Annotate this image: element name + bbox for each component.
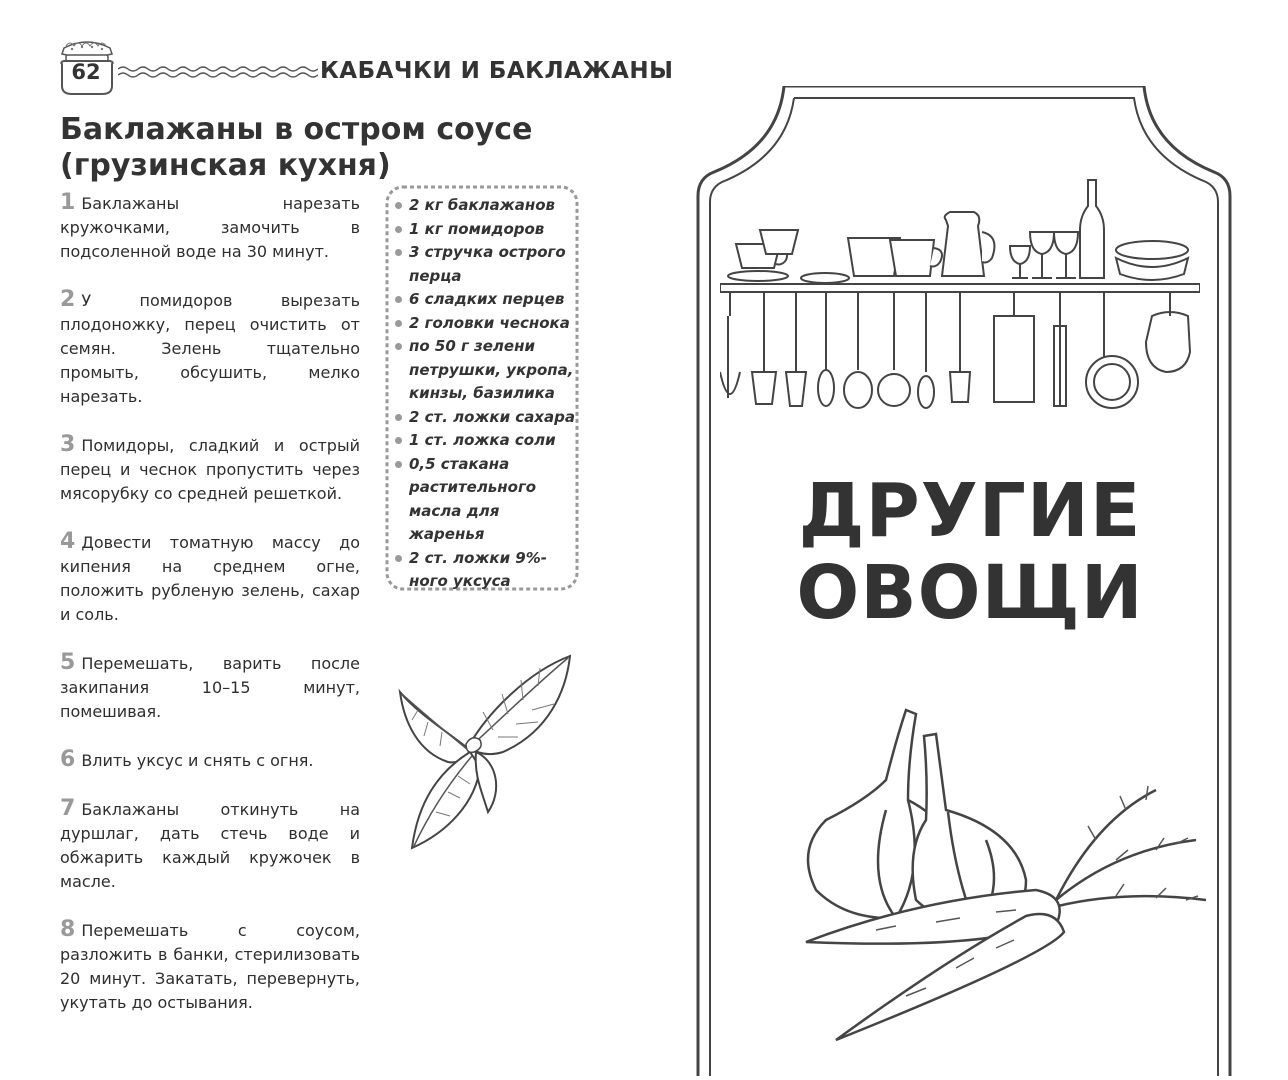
step-number: 7 xyxy=(60,796,76,821)
ingredient-item: 2 кг баклажанов xyxy=(395,194,575,218)
ingredient-item: 2 головки чеснока xyxy=(395,312,575,336)
recipe-step xyxy=(60,797,360,894)
step-text: Баклажаны откинуть на дуршлаг, дать стечь воде и обжарить каждый кружочек в масле. xyxy=(60,800,360,891)
step-number: 5 xyxy=(60,650,76,675)
recipe-step xyxy=(60,651,360,724)
step-text: Довести томатную массу до кипения на среднем огне, положить рубленую зелень, сахар и соль. xyxy=(60,533,360,624)
garlic-carrot-illustration xyxy=(796,700,1216,1060)
recipe-steps xyxy=(60,191,360,1039)
recipe-step xyxy=(60,918,360,1015)
ingredients-list xyxy=(395,194,575,594)
ingredient-item: 1 ст. ложка соли xyxy=(395,429,575,453)
ingredient-item: 1 кг помидоров xyxy=(395,218,575,242)
kitchen-shelf-illustration xyxy=(720,176,1200,416)
step-number: 1 xyxy=(60,190,76,215)
chapter-title-line-2: ОВОЩИ xyxy=(796,550,1144,636)
recipe-step xyxy=(60,191,360,264)
ingredient-item: 6 сладких перцев xyxy=(395,288,575,312)
step-text: Перемешать, варить после закипания 10–15 минут, помешивая. xyxy=(60,654,360,721)
step-text: Помидоры, сладкий и острый перец и чеснок пропустить через мясорубку со средней решеткой. xyxy=(60,436,360,503)
step-text: Влить уксус и снять с огня. xyxy=(81,751,314,770)
step-number: 4 xyxy=(60,529,76,554)
ingredient-item: 0,5 стакана растительного масла для жаренья xyxy=(395,453,575,547)
recipe-step xyxy=(60,433,360,506)
step-text: У помидоров вырезать плодоножку, перец очистить от семян. Зелень тщательно промыть, обсушить, мелко нарезать. xyxy=(60,291,360,406)
recipe-title-line-2: (грузинская кухня) xyxy=(60,148,391,183)
recipe-title xyxy=(60,112,660,184)
chapter-title xyxy=(760,470,1180,634)
page-number: 62 xyxy=(71,60,101,84)
basil-illustration xyxy=(398,652,576,852)
ingredient-item: 2 ст. ложки сахара xyxy=(395,406,575,430)
chapter-title-line-1: ДРУГИЕ xyxy=(798,468,1142,554)
step-text: Перемешать с соусом, разложить в банки, стерилизовать 20 минут. Закатать, перевернуть, укутать до остывания. xyxy=(60,921,360,1012)
header-divider-wave xyxy=(118,62,318,82)
ingredient-item: 2 ст. ложки 9%-ного уксуса xyxy=(395,547,575,594)
step-number: 2 xyxy=(60,287,76,312)
recipe-step xyxy=(60,288,360,409)
ingredient-item: по 50 г зелени петрушки, укропа, кинзы, базилика xyxy=(395,335,575,406)
step-number: 3 xyxy=(60,432,76,457)
section-title: КАБАЧКИ И БАКЛАЖАНЫ xyxy=(320,58,674,84)
step-number: 6 xyxy=(60,747,76,772)
ingredient-item: 3 стручка острого перца xyxy=(395,241,575,288)
recipe-step xyxy=(60,748,360,773)
recipe-title-line-1: Баклажаны в остром соусе xyxy=(60,112,533,147)
step-number: 8 xyxy=(60,917,76,942)
recipe-step xyxy=(60,530,360,627)
step-text: Баклажаны нарезать кружочками, замочить в подсоленной воде на 30 минут. xyxy=(60,194,360,261)
